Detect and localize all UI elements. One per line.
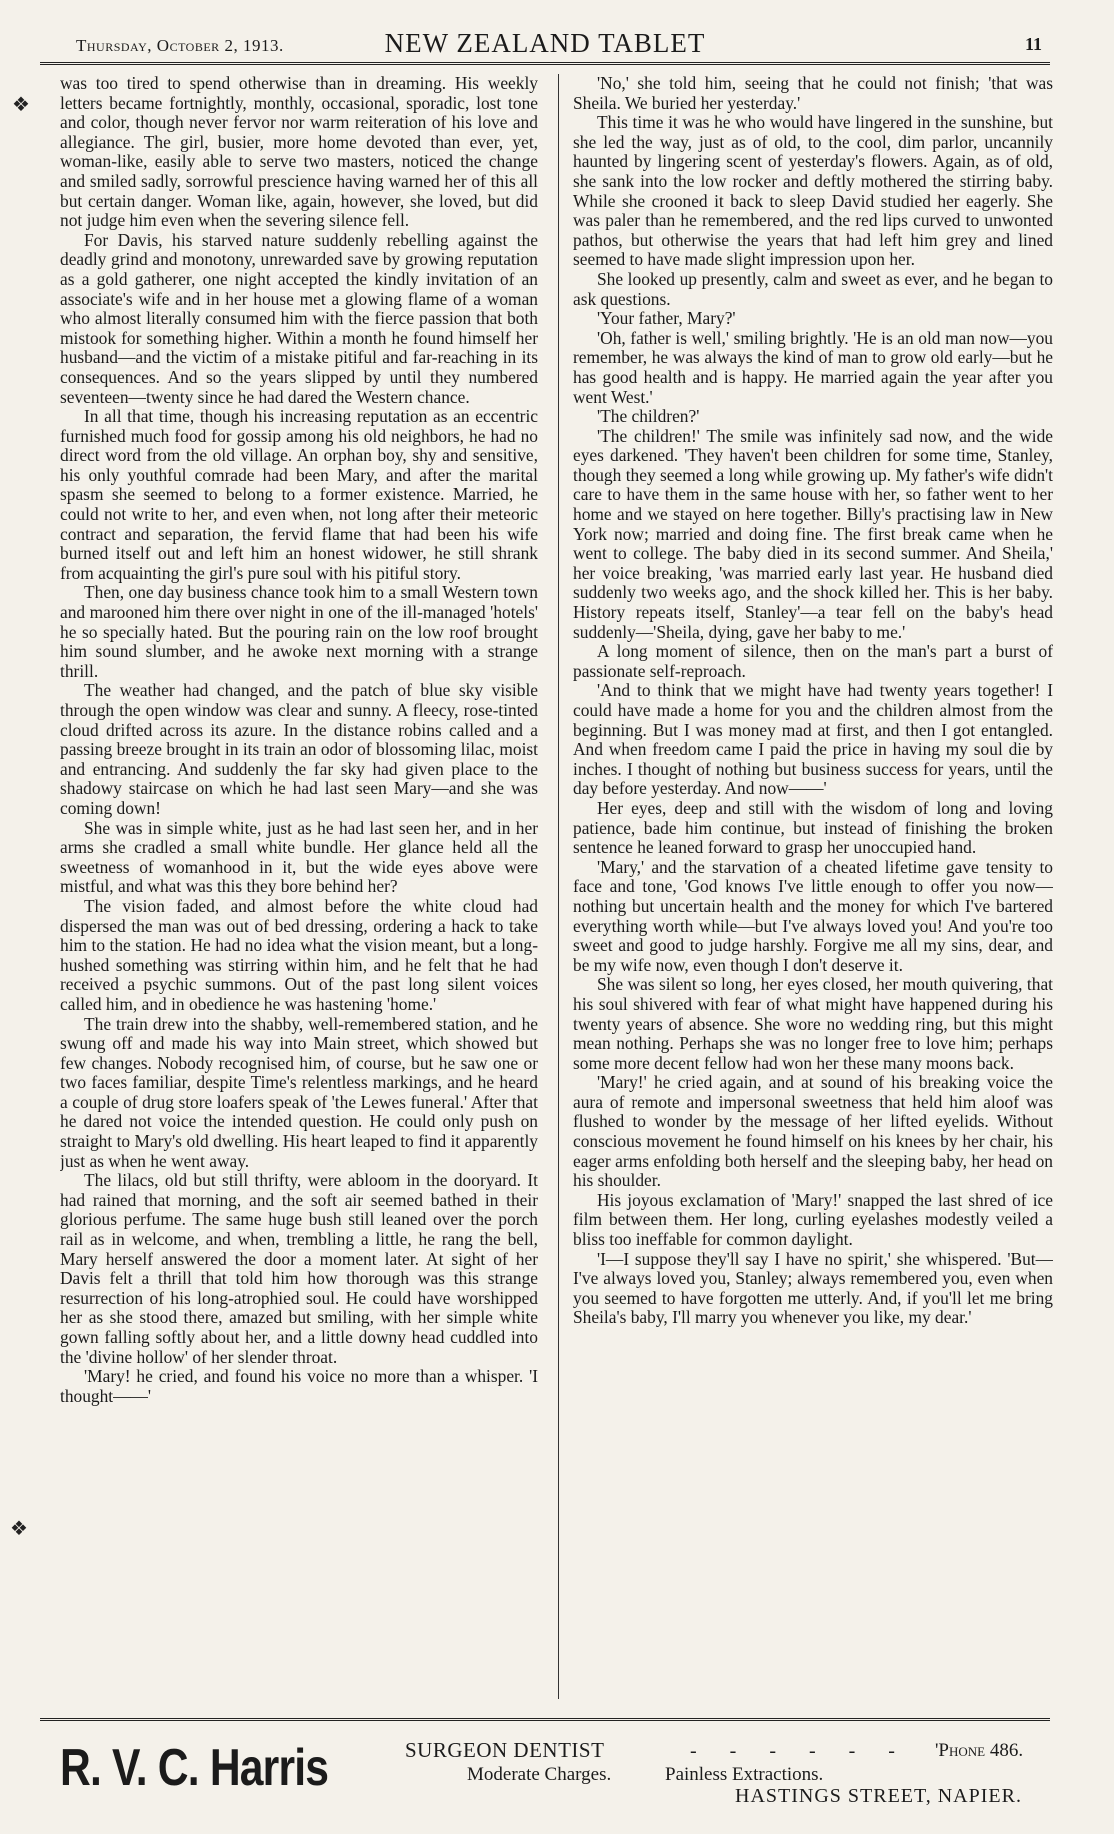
advertiser-service: Painless Extractions. (665, 1764, 824, 1785)
paragraph: was too tired to spend otherwise than in dreaming. His weekly letters became fortnightly, monthly, occasional, sporadic, lost tone and color, though never fervor nor warm reiteration of his love and allegiance. The girl, busier, more home devoted than ever, yet, woman-like, easily able to serve two masters, noticed the change and smiled sadly, sorrowful prescience having warned her of this all but certain danger. Woman like, again, however, she loved, but did not judge him even when the severing silence fell. (60, 74, 538, 231)
advertiser-phone: 'Phone 486. (935, 1740, 1024, 1761)
margin-mark: ❖ (12, 94, 30, 116)
paragraph: 'No,' she told him, seeing that he could not finish; 'that was Sheila. We buried her yesterday.' (573, 74, 1053, 113)
advertiser-address: HASTINGS STREET, NAPIER. (735, 1785, 1022, 1807)
paragraph: The weather had changed, and the patch of blue sky visible through the open window was clear and sunny. A fleecy, rose-tinted cloud drifted across its azure. In the distance robins called and a passing breeze brought in its train an odor of blossoming lilac, moist and entrancing. And suddenly the far sky had given place to the shadowy staircase on which he had last seen Mary—and she was coming down! (60, 680, 538, 818)
column-divider (558, 74, 559, 1699)
paragraph: 'Mary! he cried, and found his voice no more than a whisper. 'I thought——' (60, 1366, 538, 1406)
paragraph: She was in simple white, just as he had last seen her, and in her arms she cradled a small white bundle. Her glance held all the sweetness of womanhood in it, but the wide eyes above were mistful, and what was this they bore behind her? (60, 817, 538, 897)
page-header (40, 28, 1050, 65)
page-number: 11 (1024, 34, 1042, 54)
paragraph: She looked up presently, calm and sweet as ever, and he began to ask questions. (573, 268, 1053, 309)
left-column (60, 74, 538, 1710)
paragraph: Then, one day business chance took him to a small Western town and marooned him there over night in one of the ill-managed 'hotels' he so specially hated. But the pouring rain on the low roof brought him sound slumber, and he awoke next morning with a strange thrill. (60, 582, 538, 681)
issue-date: Thursday, October 2, 1913. (76, 36, 284, 55)
paragraph: The train drew into the shabby, well-remembered station, and he swung off and made his way into Main street, which showed but few changes. Nobody recognised him, of course, but he saw one or two faces familiar, despite Time's relentless markings, and he heard a couple of drug store loafers speak of 'the Lewes funeral.' After that he dared not voice the intended question. He could only push on straight to Mary's old dwelling. His heart leaped to find it apparently just as when he went away. (60, 1013, 538, 1171)
advertiser-name: R. V. C. Harris (60, 1739, 329, 1797)
paragraph: She was silent so long, her eyes closed, her mouth quivering, that his soul shivered with fear of what might have happened during his twenty years of absence. She wore no wedding ring, but this might mean nothing. Perhaps she was no longer free to love him; perhaps some more decent fellow had won her these many moons back. (573, 974, 1053, 1073)
paragraph: 'And to think that we might have had twenty years together! I could have made a home for you and the children almost from the beginning. But I was money mad at first, and then I got entangled. And when freedom came I paid the price in having my soul die by inches. I thought of nothing but business success for years, until the day before yesterday. And now——' (573, 680, 1053, 799)
margin-mark: ❖ (10, 1518, 28, 1540)
paragraph: 'Your father, Mary?' (597, 308, 736, 329)
paragraph: Her eyes, deep and still with the wisdom of long and loving patience, bade him continue, but instead of finishing the broken sentence he leaned forward to grasp her unoccupied hand. (573, 797, 1053, 858)
paragraph: 'Mary!' he cried again, and at sound of his breaking voice the aura of remote and impersonal sweetness that held him aloof was flushed to wonder by the message of her lifted eyelids. Without conscious movement he found himself on his knees by her chair, his eager arms enfolding both herself and the sleeping baby, her head on his shoulder. (573, 1072, 1053, 1191)
paragraph: In all that time, though his increasing reputation as an eccentric furnished much food for gossip among his old neighbors, he had no direct word from the old village. An orphan boy, shy and sensitive, his only youthful comrade had been Mary, and after the marital spasm she seemed to belong to a former existence. Married, he could not write to her, and even when, not long after their meteoric contract and separation, the fervid flame that had been his wife burned itself out and left him an honest widower, he still shrank from acquainting the girl's pure soul with his pitiful story. (60, 406, 538, 583)
paragraph: 'The children?' (597, 406, 700, 427)
paragraph: For Davis, his starved nature suddenly rebelling against the deadly grind and monotony, unrewarded save by growing reputation as a gold gatherer, one night accepted the kindly invitation of an associate's wife and in her house met a glowing flame of a woman who almost literally consumed him with the fierce passion that both mistook for something higher. Within a month he found himself her husband—and the victim of a mistake pitiful and far-reaching in its consequences. And so the years slipped by until they numbered seventeen—twenty since he had dared the Western chance. (60, 229, 538, 407)
paragraph: A long moment of silence, then on the man's part a burst of passionate self-reproach. (573, 641, 1053, 681)
advertiser-profession: SURGEON DENTIST (405, 1738, 605, 1762)
footer-divider (40, 1718, 1050, 1721)
paragraph: The lilacs, old but still thrifty, were abloom in the dooryard. It had rained that morning, and the soft air seemed bathed in their glorious perfume. The same huge bush still leaned over the porch rail as in welcome, and when, trembling a little, he rang the bell, Mary herself answered the door a moment later. At sight of her Davis felt a thrill that told him how thorough was this strange resurrection of his long-atrophied soul. He could have worshipped her as she stood there, amazed but smiling, with her simple white gown falling softly about her, and a little downy head cuddled into the 'divine hollow' of her slender throat. (60, 1170, 538, 1367)
right-column (573, 74, 1053, 1710)
paragraph: This time it was he who would have lingered in the sunshine, but she led the way, just as of old, to the cool, dim parlor, uncannily haunted by lingering scent of yesterday's flowers. Again, as of old, she sank into the low rocker and deftly mothered the stirring baby. While she crooned it back to sleep David studied her eagerly. She was paler than he remembered, and the red lips curved to unwonted pathos, but otherwise the years that had left him grey and lined seemed to have made slight impression upon her. (573, 112, 1053, 270)
paragraph: 'The children!' The smile was infinitely sad now, and the wide eyes darkened. 'They haven't been children for some time, Stanley, though they seemed a long while growing up. My father's wife didn't care to have them in the same house with her, so father went to her home and we stayed on here together. Billy's practising law in New York now; married and doing fine. The first break came when he went to college. The baby died in its second summer. And Sheila,' her voice breaking, 'was married early last year. He husband died suddenly two weeks ago, and the shock killed her. This is her baby. History repeats itself, Stanley'—a tear fell on the baby's head suddenly—'Sheila, dying, gave her baby to me.' (573, 425, 1053, 642)
paragraph: 'I—I suppose they'll say I have no spirit,' she whispered. 'But—I've always loved you, Stanley; always remembered you, even when you seemed to have forgotten me utterly. And, if you'll let me bring Sheila's baby, I'll marry you whenever you like, my dear.' (573, 1248, 1053, 1328)
paragraph: The vision faded, and almost before the white cloud had dispersed the man was out of bed dressing, ordering a hack to take him to the station. He had no idea what the vision meant, but a long-hushed something was stirring within him, and he felt that he had received a psychic summons. Out of the past long silent voices called him, and in obedience he was hastening 'home.' (60, 895, 538, 1014)
paragraph: 'Oh, father is well,' smiling brightly. 'He is an old man now—you remember, he was always the kind of man to grow old early—but he has good health and is happy. He married again the year after you went West.' (573, 327, 1053, 407)
masthead-title: NEW ZEALAND TABLET (384, 28, 706, 58)
leader-dashes: - - - - - - (690, 1740, 909, 1762)
paragraph: 'Mary,' and the starvation of a cheated lifetime gave tensity to face and tone, 'God knows I've little enough to offer you now—nothing but uncertain health and the money for which I've bartered everything worth while—but I've always loved you! And you're too sweet and good to judge harshly. Forgive me all my sins, dear, and be my wife now, even though I don't deserve it. (573, 856, 1053, 975)
advertiser-charges: Moderate Charges. (467, 1764, 612, 1785)
paragraph: His joyous exclamation of 'Mary!' snapped the last shred of ice film between them. Her long, curling eyelashes modestly veiled a bliss too ineffable for common daylight. (573, 1189, 1053, 1250)
